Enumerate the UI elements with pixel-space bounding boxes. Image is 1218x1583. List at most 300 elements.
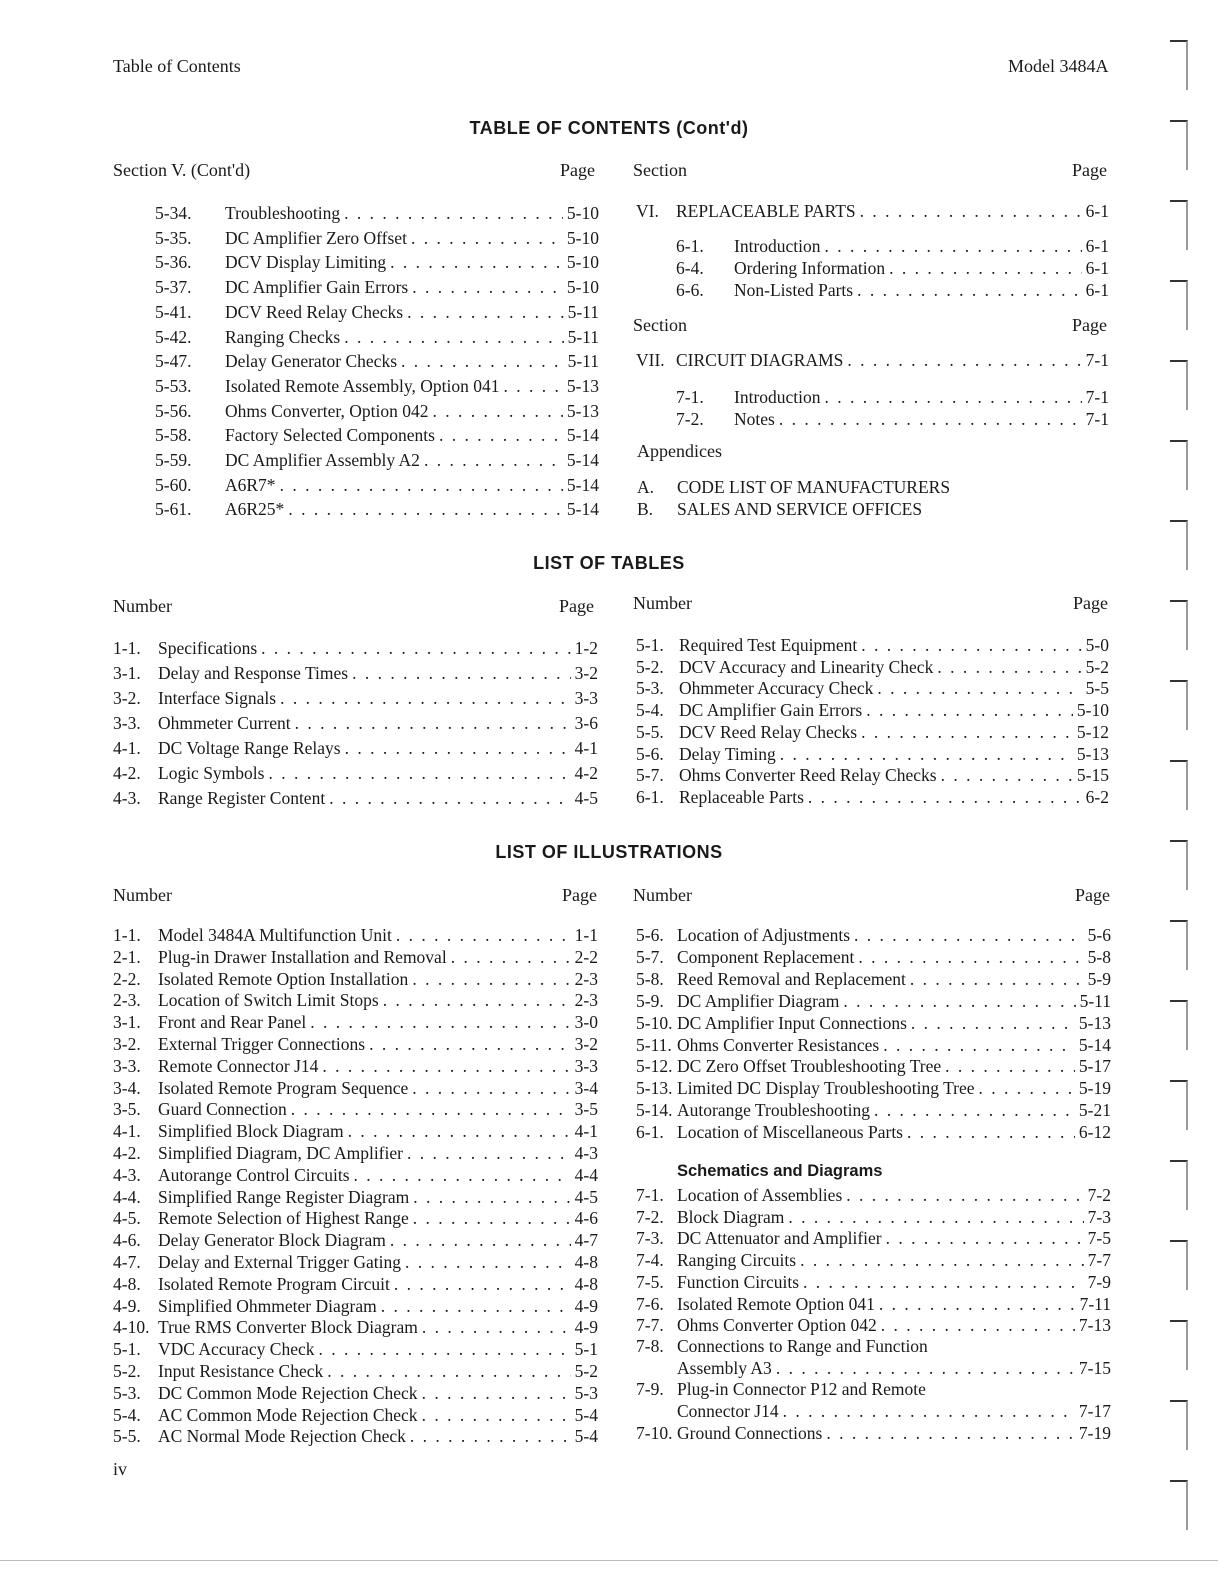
dot-leader bbox=[261, 638, 571, 659]
list-entry bbox=[113, 1383, 598, 1405]
dot-leader bbox=[344, 327, 563, 348]
toc-title: TABLE OF CONTENTS (Cont'd) bbox=[469, 118, 749, 138]
tables-left-page-label: Page bbox=[559, 596, 594, 616]
list-entry bbox=[113, 1208, 598, 1230]
entry-page: 6-1 bbox=[1085, 236, 1109, 256]
entry-label: DCV Reed Relay Checks bbox=[679, 721, 858, 742]
entry-number: 7-3. bbox=[636, 1228, 664, 1249]
entry-label: Remote Connector J14 bbox=[158, 1055, 319, 1076]
dot-leader bbox=[268, 763, 570, 784]
dot-leader bbox=[422, 1383, 571, 1404]
dot-leader bbox=[407, 1143, 571, 1164]
dot-leader bbox=[858, 947, 1083, 968]
entry-label: External Trigger Connections bbox=[158, 1034, 366, 1054]
dot-leader bbox=[439, 425, 563, 446]
entry-label: Guard Connection bbox=[158, 1099, 287, 1120]
entry-number: 5-7. bbox=[636, 765, 664, 786]
dot-leader bbox=[412, 277, 563, 298]
list-entry bbox=[113, 1078, 598, 1100]
appendices-label: Appendices bbox=[637, 441, 722, 461]
list-entry bbox=[113, 1012, 598, 1034]
entry-label: CIRCUIT DIAGRAMS bbox=[676, 350, 844, 370]
entry-page: 5-19 bbox=[1078, 1078, 1111, 1099]
list-entry bbox=[113, 1274, 598, 1296]
appendix-b-number: B. bbox=[637, 499, 654, 519]
dot-leader bbox=[344, 203, 563, 224]
entry-number: 5-58. bbox=[155, 425, 192, 446]
entry-label: Reed Removal and Replacement bbox=[677, 968, 906, 989]
list-entry bbox=[636, 969, 1111, 991]
entry-page: 6-2 bbox=[1085, 786, 1109, 807]
entry-label: Replaceable Parts bbox=[679, 786, 804, 807]
page-number: iv bbox=[113, 1459, 128, 1479]
list-entry bbox=[113, 738, 598, 760]
entry-page: 5-11 bbox=[1079, 990, 1111, 1011]
dot-leader bbox=[352, 663, 571, 684]
entry-label: A6R7* bbox=[225, 474, 276, 495]
entry-label: Non-Listed Parts bbox=[734, 280, 854, 300]
entry-label: Delay and Response Times bbox=[158, 663, 349, 683]
entry-label: DCV Display Limiting bbox=[225, 252, 387, 273]
entry-number: 4-9. bbox=[113, 1295, 141, 1316]
list-entry bbox=[636, 787, 1109, 809]
entry-number: 2-3. bbox=[113, 990, 141, 1011]
entry-label: Connections to Range and Function bbox=[677, 1336, 928, 1356]
entry-number: 7-4. bbox=[636, 1250, 664, 1271]
entry-label: Location of Adjustments bbox=[677, 925, 851, 945]
entry-label: DCV Reed Relay Checks bbox=[225, 301, 404, 322]
entry-page: 4-5 bbox=[574, 1186, 598, 1207]
entry-page: 4-1 bbox=[574, 1121, 598, 1142]
entry-page: 4-8 bbox=[574, 1273, 598, 1294]
entry-label: Location of Assemblies bbox=[677, 1185, 843, 1205]
list-entry bbox=[636, 925, 1111, 947]
entry-page: 5-10 bbox=[566, 252, 599, 273]
dot-leader bbox=[310, 1012, 570, 1033]
entry-page: 5-0 bbox=[1085, 635, 1109, 655]
dot-leader bbox=[979, 1078, 1075, 1099]
dot-leader bbox=[877, 678, 1081, 699]
entry-number: 5-14. bbox=[636, 1100, 673, 1121]
entry-page: 7-15 bbox=[1078, 1358, 1111, 1378]
entry-page: 5-9 bbox=[1087, 968, 1111, 989]
list-entry bbox=[636, 991, 1111, 1013]
running-header-right: Model 3484A bbox=[1008, 56, 1109, 76]
tables-left-number-label: Number bbox=[113, 596, 172, 616]
dot-leader bbox=[808, 787, 1082, 808]
list-entry bbox=[113, 1121, 598, 1143]
entry-label: Ohmmeter Current bbox=[158, 713, 291, 733]
list-entry bbox=[113, 663, 598, 685]
entry-number: 5-5. bbox=[636, 721, 664, 742]
entry-number: 5-5. bbox=[113, 1426, 141, 1447]
entry-number: 4-5. bbox=[113, 1208, 141, 1229]
list-entry bbox=[676, 409, 1109, 431]
dot-leader bbox=[280, 688, 571, 709]
entry-label-cont: Assembly A3 bbox=[677, 1358, 772, 1378]
list-entry bbox=[155, 401, 599, 423]
entry-label: True RMS Converter Block Diagram bbox=[158, 1317, 418, 1338]
entry-label: VDC Accuracy Check bbox=[158, 1339, 315, 1360]
list-entry bbox=[155, 376, 599, 398]
entry-page: 5-12 bbox=[1076, 721, 1109, 742]
entry-page: 5-13 bbox=[566, 375, 599, 396]
dot-leader bbox=[412, 969, 570, 990]
entry-label: Required Test Equipment bbox=[679, 635, 858, 655]
entry-number: 3-3. bbox=[113, 1055, 141, 1076]
entry-number: 5-3. bbox=[113, 1382, 141, 1403]
entry-page: 7-2 bbox=[1087, 1185, 1111, 1205]
entry-page: 4-3 bbox=[574, 1143, 598, 1163]
list-entry bbox=[113, 1426, 598, 1448]
entry-number: 7-8. bbox=[636, 1336, 664, 1356]
entry-page: 7-17 bbox=[1078, 1401, 1111, 1421]
entry-page: 7-5 bbox=[1087, 1228, 1111, 1249]
list-entry bbox=[155, 277, 599, 299]
entry-page: 4-6 bbox=[574, 1208, 598, 1229]
entry-page: 7-1 bbox=[1085, 409, 1109, 429]
dot-leader bbox=[907, 1122, 1075, 1143]
dot-leader bbox=[390, 252, 563, 273]
entry-number: 5-35. bbox=[155, 227, 192, 248]
entry-number: 4-8. bbox=[113, 1273, 141, 1294]
entry-page: 7-9 bbox=[1087, 1271, 1111, 1292]
entry-number: 5-34. bbox=[155, 203, 192, 223]
appendix-a-number: A. bbox=[637, 477, 655, 497]
entry-page: 4-2 bbox=[574, 763, 598, 783]
entry-number: 5-3. bbox=[636, 678, 664, 699]
entry-page: 5-13 bbox=[1078, 1012, 1111, 1033]
entry-label: Ordering Information bbox=[734, 258, 886, 278]
list-entry bbox=[155, 425, 599, 447]
entry-page: 5-14 bbox=[1078, 1034, 1111, 1055]
entry-label: DC Amplifier Input Connections bbox=[677, 1012, 907, 1033]
entry-number: 6-6. bbox=[676, 280, 704, 300]
dot-leader bbox=[889, 258, 1082, 279]
entry-page: 5-21 bbox=[1078, 1100, 1111, 1121]
entry-page: 5-13 bbox=[1076, 743, 1109, 764]
entry-page: 4-9 bbox=[574, 1295, 598, 1316]
entry-label: DCV Accuracy and Linearity Check bbox=[679, 656, 934, 677]
toc-right2-page-label: Page bbox=[1072, 315, 1107, 335]
entry-label: Ground Connections bbox=[677, 1423, 823, 1443]
entry-number: 7-6. bbox=[636, 1293, 664, 1314]
dot-leader bbox=[941, 765, 1073, 786]
list-entry bbox=[155, 302, 599, 324]
entry-number: 1-1. bbox=[113, 638, 141, 658]
entry-number: 5-2. bbox=[636, 656, 664, 677]
entry-page: 3-0 bbox=[574, 1012, 598, 1033]
entry-number: 5-10. bbox=[636, 1012, 673, 1033]
dot-leader bbox=[846, 1185, 1083, 1206]
toc-right2-section-label: Section bbox=[633, 315, 687, 335]
entry-page: 7-7 bbox=[1087, 1250, 1111, 1271]
dot-leader bbox=[288, 499, 563, 520]
entry-number: 2-2. bbox=[113, 968, 141, 989]
appendix-b-label: SALES AND SERVICE OFFICES bbox=[677, 499, 923, 519]
dot-leader bbox=[945, 1056, 1075, 1077]
entry-number: 4-6. bbox=[113, 1230, 141, 1251]
entry-label: AC Normal Mode Rejection Check bbox=[158, 1426, 406, 1447]
entry-label: Model 3484A Multifunction Unit bbox=[158, 925, 392, 945]
entry-page: 5-10 bbox=[1076, 700, 1109, 721]
entry-page: 5-15 bbox=[1076, 765, 1109, 786]
entry-label: Interface Signals bbox=[158, 688, 277, 708]
list-entry bbox=[113, 990, 598, 1012]
entry-number: 4-3. bbox=[113, 788, 141, 808]
dot-leader bbox=[390, 1230, 571, 1251]
list-entry bbox=[676, 280, 1109, 302]
entry-label: Isolated Remote Assembly, Option 041 bbox=[225, 375, 500, 396]
list-entry bbox=[155, 351, 599, 373]
dot-leader bbox=[381, 1296, 571, 1317]
dot-leader bbox=[854, 925, 1084, 946]
entry-label: Simplified Range Register Diagram bbox=[158, 1186, 410, 1207]
dot-leader bbox=[879, 1294, 1076, 1315]
entry-number: 7-1. bbox=[636, 1185, 664, 1205]
toc-entry bbox=[636, 350, 1109, 372]
entry-page: 3-3 bbox=[574, 1055, 598, 1076]
entry-label: Introduction bbox=[734, 387, 821, 407]
list-entry bbox=[113, 1165, 598, 1187]
entry-label: DC Common Mode Rejection Check bbox=[158, 1382, 418, 1403]
entry-number: 5-1. bbox=[636, 635, 664, 655]
entry-page: 1-2 bbox=[574, 638, 598, 658]
entry-number: 7-10. bbox=[636, 1423, 673, 1443]
entry-page: 4-7 bbox=[574, 1230, 598, 1251]
entry-number: 4-7. bbox=[113, 1252, 141, 1272]
dot-leader bbox=[779, 409, 1082, 430]
entry-number: 5-42. bbox=[155, 326, 192, 347]
dot-leader bbox=[503, 376, 562, 397]
dot-leader bbox=[410, 1426, 571, 1447]
dot-leader bbox=[413, 1187, 570, 1208]
entry-page: 3-4 bbox=[574, 1077, 598, 1098]
dot-leader bbox=[857, 280, 1082, 301]
entry-page: 5-4 bbox=[574, 1426, 598, 1447]
entry-label: DC Voltage Range Relays bbox=[158, 738, 341, 758]
entry-number: 5-61. bbox=[155, 499, 192, 520]
entry-page: 5-6 bbox=[1087, 925, 1111, 945]
dot-leader bbox=[451, 947, 571, 968]
entry-page: 4-9 bbox=[574, 1317, 598, 1338]
list-entry bbox=[636, 1185, 1111, 1207]
dot-leader bbox=[280, 475, 563, 496]
entry-label: Ohms Converter Option 042 bbox=[677, 1315, 877, 1336]
entry-label: Input Resistance Check bbox=[158, 1361, 324, 1381]
entry-number: 7-1. bbox=[676, 387, 704, 407]
entry-number: 4-2. bbox=[113, 1143, 141, 1163]
list-entry bbox=[636, 635, 1109, 657]
entry-label: Range Register Content bbox=[158, 788, 326, 808]
entry-page: 7-3 bbox=[1087, 1206, 1111, 1227]
entry-page: 7-19 bbox=[1078, 1423, 1111, 1443]
entry-number: 7-2. bbox=[636, 1206, 664, 1227]
entry-page: 3-2 bbox=[574, 1034, 598, 1054]
list-entry bbox=[155, 327, 599, 349]
list-entry bbox=[676, 258, 1109, 280]
entry-page: 5-10 bbox=[566, 277, 599, 298]
list-entry bbox=[636, 1272, 1111, 1294]
dot-leader bbox=[788, 1207, 1083, 1228]
tables-right-number-label: Number bbox=[633, 593, 692, 613]
list-entry bbox=[113, 638, 598, 660]
entry-number: 3-5. bbox=[113, 1099, 141, 1120]
entry-page: 5-11 bbox=[567, 351, 599, 372]
entry-label: Logic Symbols bbox=[158, 763, 265, 783]
list-entry bbox=[155, 499, 599, 521]
entry-page: 5-1 bbox=[574, 1339, 598, 1360]
entry-number: 5-7. bbox=[636, 946, 664, 967]
list-entry bbox=[113, 969, 598, 991]
list-entry bbox=[113, 788, 598, 810]
entry-page: 5-8 bbox=[1087, 946, 1111, 967]
entry-page: 4-1 bbox=[574, 738, 598, 758]
entry-page: 5-11 bbox=[567, 326, 599, 347]
entry-page: 2-2 bbox=[574, 946, 598, 967]
entry-number: 3-1. bbox=[113, 1012, 141, 1033]
entry-number: 7-7. bbox=[636, 1315, 664, 1336]
entry-page: 1-1 bbox=[574, 925, 598, 945]
toc-right-section-label: Section bbox=[633, 160, 687, 180]
dot-leader bbox=[407, 302, 564, 323]
list-entry bbox=[636, 1294, 1111, 1316]
dot-leader bbox=[295, 713, 571, 734]
entry-label: Isolated Remote Program Sequence bbox=[158, 1077, 409, 1098]
entry-label: DC Amplifier Gain Errors bbox=[225, 277, 409, 298]
entry-label: Autorange Control Circuits bbox=[158, 1164, 350, 1185]
entry-page: 5-14 bbox=[566, 474, 599, 495]
list-entry bbox=[113, 947, 598, 969]
list-entry bbox=[113, 1252, 598, 1274]
entry-number: 2-1. bbox=[113, 946, 141, 967]
entry-page: 6-1 bbox=[1085, 280, 1109, 300]
ill-right-number-label: Number bbox=[633, 885, 692, 905]
entry-number: 1-1. bbox=[113, 925, 141, 945]
tables-title: LIST OF TABLES bbox=[533, 553, 685, 573]
entry-number: 5-6. bbox=[636, 743, 664, 764]
dot-leader bbox=[413, 1208, 571, 1229]
entry-page: 7-1 bbox=[1085, 387, 1109, 407]
entry-page: 3-2 bbox=[574, 663, 598, 683]
dot-leader bbox=[318, 1339, 570, 1360]
dot-leader bbox=[329, 788, 570, 809]
entry-number: 6-4. bbox=[676, 258, 704, 278]
list-entry bbox=[155, 475, 599, 497]
entry-page: 5-10 bbox=[566, 203, 599, 223]
entry-number: 5-13. bbox=[636, 1078, 673, 1099]
dot-leader bbox=[886, 1228, 1084, 1249]
list-entry bbox=[636, 765, 1109, 787]
entry-label: Isolated Remote Program Circuit bbox=[158, 1273, 390, 1294]
list-entry bbox=[636, 722, 1109, 744]
entry-page: 5-14 bbox=[566, 425, 599, 446]
dot-leader bbox=[383, 990, 571, 1011]
dot-leader bbox=[825, 236, 1082, 257]
entry-label: Introduction bbox=[734, 236, 821, 256]
entry-number: 3-1. bbox=[113, 663, 141, 683]
list-entry bbox=[636, 744, 1109, 766]
list-entry bbox=[636, 1035, 1111, 1057]
entry-number: 5-59. bbox=[155, 450, 192, 470]
entry-label: Specifications bbox=[158, 638, 258, 658]
dot-leader bbox=[396, 925, 571, 946]
list-entry bbox=[636, 1122, 1111, 1144]
entry-number: 4-3. bbox=[113, 1164, 141, 1185]
entry-number: 5-12. bbox=[636, 1056, 673, 1077]
entry-label: AC Common Mode Rejection Check bbox=[158, 1404, 418, 1425]
entry-label: Ranging Circuits bbox=[677, 1250, 797, 1271]
toc-right-page-label: Page bbox=[1072, 160, 1107, 180]
entry-number: 3-2. bbox=[113, 1034, 141, 1054]
dot-leader bbox=[800, 1250, 1084, 1271]
entry-number: 5-36. bbox=[155, 252, 192, 273]
entry-page: 4-5 bbox=[574, 788, 598, 808]
entry-number: 5-60. bbox=[155, 474, 192, 495]
entry-page: 5-17 bbox=[1078, 1056, 1111, 1077]
dot-leader bbox=[937, 657, 1081, 678]
entry-page: 5-13 bbox=[566, 400, 599, 421]
list-entry bbox=[676, 387, 1109, 409]
entry-number: VI. bbox=[636, 201, 659, 221]
entry-number: 5-47. bbox=[155, 351, 192, 372]
entry-number: 5-11. bbox=[636, 1034, 672, 1055]
entry-label: DC Amplifier Zero Offset bbox=[225, 227, 407, 248]
entry-label-cont: Connector J14 bbox=[677, 1401, 779, 1421]
entry-label: DC Amplifier Assembly A2 bbox=[225, 450, 420, 470]
dot-leader bbox=[422, 1405, 571, 1426]
entry-label: Delay Generator Checks bbox=[225, 351, 398, 372]
dot-leader bbox=[411, 228, 563, 249]
entry-label: Troubleshooting bbox=[225, 203, 341, 223]
list-entry bbox=[113, 1317, 598, 1339]
entry-number: 5-1. bbox=[113, 1339, 141, 1360]
toc-entry bbox=[636, 201, 1109, 223]
dot-leader bbox=[369, 1034, 571, 1055]
list-entry bbox=[636, 1228, 1111, 1250]
dot-leader bbox=[348, 1121, 571, 1142]
list-entry bbox=[113, 763, 598, 785]
dot-leader bbox=[412, 1078, 570, 1099]
dot-leader bbox=[432, 401, 562, 422]
entry-number: 6-1. bbox=[636, 786, 664, 807]
dot-leader bbox=[780, 744, 1073, 765]
entry-label: Plug-in Drawer Installation and Removal bbox=[158, 946, 447, 967]
entry-number: 4-1. bbox=[113, 738, 141, 758]
dot-leader bbox=[345, 738, 571, 759]
entry-label: Notes bbox=[734, 409, 775, 429]
entry-label: Delay Generator Block Diagram bbox=[158, 1230, 386, 1251]
entry-page: 5-3 bbox=[574, 1382, 598, 1403]
entry-label: Plug-in Connector P12 and Remote bbox=[677, 1379, 926, 1399]
entry-label: Delay Timing bbox=[679, 743, 776, 764]
entry-page: 7-11 bbox=[1079, 1293, 1111, 1314]
list-entry bbox=[636, 1056, 1111, 1078]
entry-page: 3-3 bbox=[574, 688, 598, 708]
dot-leader bbox=[881, 1315, 1075, 1336]
entry-number: 7-2. bbox=[676, 409, 704, 429]
entry-label: Delay and External Trigger Gating bbox=[158, 1252, 402, 1272]
list-entry bbox=[113, 1230, 598, 1252]
entry-page: 4-4 bbox=[574, 1164, 598, 1185]
entry-label: Block Diagram bbox=[677, 1206, 785, 1227]
list-entry bbox=[636, 1250, 1111, 1272]
entry-label: Isolated Remote Option 041 bbox=[677, 1293, 875, 1314]
dot-leader bbox=[910, 969, 1084, 990]
list-entry bbox=[636, 947, 1111, 969]
entry-page: 6-1 bbox=[1085, 258, 1109, 278]
entry-label: Simplified Ohmmeter Diagram bbox=[158, 1295, 377, 1316]
